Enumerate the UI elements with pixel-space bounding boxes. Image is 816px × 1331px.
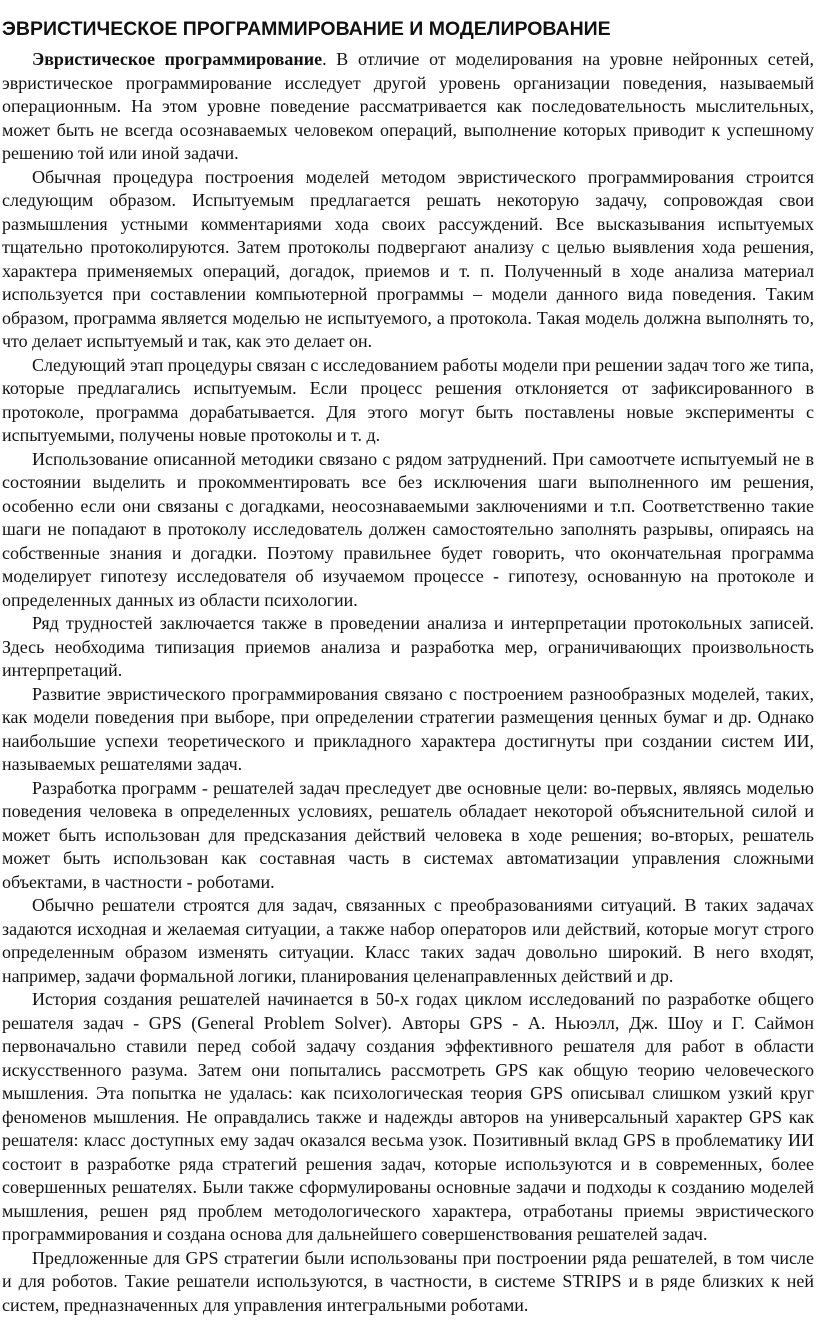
paragraph-4: Использование описанной методики связано с рядом затруднений. При самоотчете испытуемый не в состоянии выделить и прокомментировать все без исключения шаги выполненного им решения, особенно если они связаны с догадками, неосознаваемыми заключениями и т.п. Соответственно такие шаги не попадают в протоколу исследователь должен самостоятельно заполнять разрывы, опираясь на собственные знания и догадки. Поэтому правильнее будет говорить, что окончательная программа моделирует гипотезу исследователя об изучаемом процессе - гипотезу, основанную на протоколе и определенных данных из области психологии. <box>2 448 814 610</box>
paragraph-10: Предложенные для GPS стратегии были использованы при построении ряда решателей, в том числе и для роботов. Такие решатели используются, в частности, в системе STRIPS и в ряде близких к ней систем, предназначенных для управления интегральными роботами. <box>2 1247 814 1315</box>
paragraph-9: История создания решателей начинается в 50-х годах циклом исследований по разработке общего решателя задач - GPS (General Problem Solver). Авторы GPS - А. Ньюэлл, Дж. Шоу и Г. Саймон первоначально ставили перед собой задачу создания эффективного решателя для работ в области искусственного разума. Затем они попытались рассмотреть GPS как общую теорию человеческого мышления. Эта попытка не удалась: как психологическая теория GPS описывал слишком узкий круг феноменов мышления. Не оправдались также и надежды авторов на универсальный характер GPS как решателя: класс доступных ему задач оказался весьма узок. Позитивный вклад GPS в проблематику ИИ состоит в разработке ряда стратегий решения задач, которые используются и в современных, более совершенных решателях. Были также сформулированы основные задачи и подходы к созданию моделей мышления, решен ряд проблем методологического характера, отработаны приемы эвристического программирования и создана основа для дальнейшего совершенствования решателей задач. <box>2 989 814 1244</box>
paragraph-1-text: . В отличие от моделирования на уровне нейронных сетей, эвристическое программирование исследует другой уровень организации поведения, называемый операционным. На этом уровне поведение рассматривается как последовательность мыслительных, может быть не всегда осознаваемых человеком операций, выполнение которых приводит к успешному решению той или иной задачи. <box>2 49 814 163</box>
paragraph-5: Ряд трудностей заключается также в проведении анализа и интерпретации протокольных записей. Здесь необходима типизация приемов анализа и разработка мер, ограничивающих произвольность интерпретаций. <box>2 613 814 680</box>
paragraph-1 <box>2 48 814 166</box>
paragraph-8: Обычно решатели строятся для задач, связанных с преобразованиями ситуаций. В таких задачах задаются исходная и желаемая ситуации, а также набор операторов или действий, которые могут строго определенным образом изменять ситуации. Класс таких задач довольно широкий. В него входят, например, задачи формальной логики, планирования целенаправленных действий и др. <box>2 895 814 986</box>
paragraph-6: Развитие эвристического программирования связано с построением разнообразных моделей, таких, как модели поведения при выборе, при определении стратегии размещения ценных бумаг и др. Однако наибольшие успехи теоретического и прикладного характера достигнуты при создании систем ИИ, называемых решателями задач. <box>2 683 814 774</box>
document-title: ЭВРИСТИЧЕСКОЕ ПРОГРАММИРОВАНИЕ И МОДЕЛИРОВАНИЕ <box>2 18 611 40</box>
paragraph-lead-term: Эвристическое программирование <box>32 49 323 69</box>
paragraph-2: Обычная процедура построения моделей методом эвристического программирования строится следующим образом. Испытуемым предлагается решать некоторую задачу, сопровождая свои размышления устными комментариями хода своих рассуждений. Все высказывания испытуемых тщательно протоколируются. Затем протоколы подвергают анализу с целью выявления хода решения, характера применяемых операций, догадок, приемов и т. п. Полученный в ходе анализа материал используется при составлении компьютерной программы – модели данного вида поведения. Таким образом, программа является моделью не испытуемого, а протокола. Такая модель должна выполнять то, что делает испытуемый и так, как это делает он. <box>2 166 814 351</box>
paragraph-3: Следующий этап процедуры связан с исследованием работы модели при решении задач того же типа, которые предлагались испытуемым. Если процесс решения отклоняется от зафиксированного в протоколе, программа дорабатывается. Для этого могут быть поставлены новые эксперименты с испытуемыми, получены новые протоколы и т. д. <box>2 354 814 445</box>
paragraph-7: Разработка программ - решателей задач преследует две основные цели: во-первых, являясь моделью поведения человека в определенных условиях, решатель обладает некоторой объяснительной силой и может быть использован для предсказания действий человека в ходе решения; во-вторых, решатель может быть использован как составная часть в системах автоматизации управления сложными объектами, в частности - роботами. <box>2 777 814 892</box>
